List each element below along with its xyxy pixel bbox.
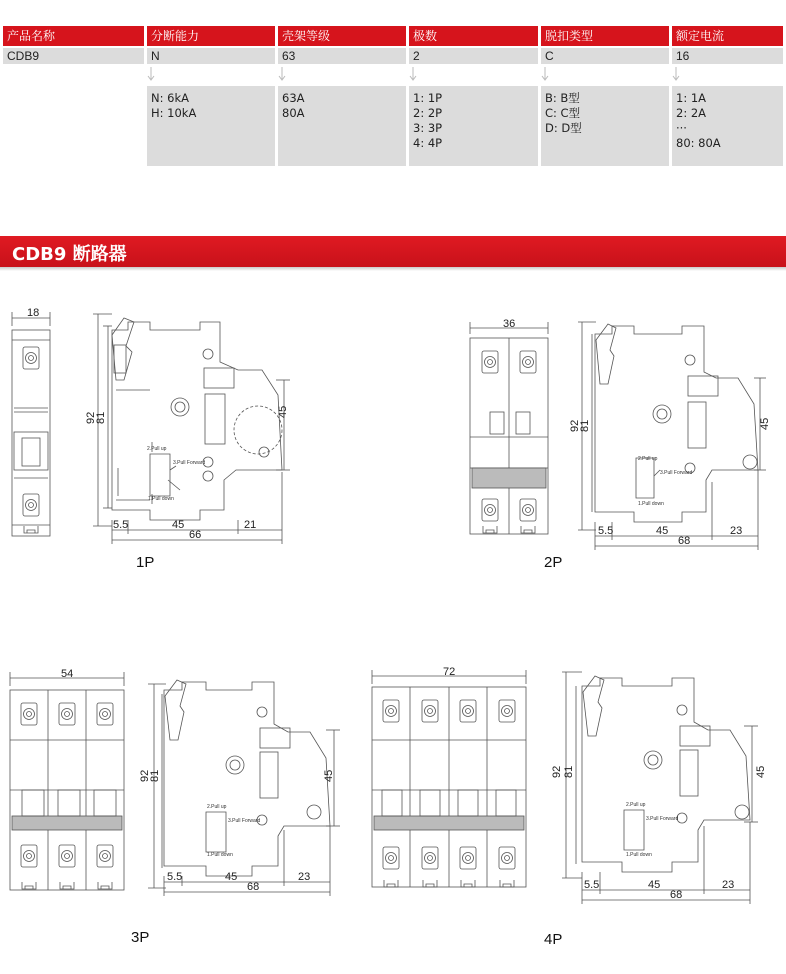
option-item: D: D型	[545, 121, 582, 135]
dim-mid-width-4p: 45	[648, 879, 661, 891]
dim-body-height-3p: 81	[149, 769, 161, 782]
dim-total-height-2p: 92	[569, 419, 581, 432]
terminal-screw-icon	[21, 703, 37, 725]
option-item: 3: 3P	[413, 121, 443, 135]
table-header-poles: 极数	[409, 26, 538, 46]
dim-total-height-4p: 92	[551, 765, 563, 778]
variant-label-1p: 1P	[136, 554, 155, 571]
table-value-frame-rating: 63	[278, 48, 406, 64]
option-item: C: C型	[545, 106, 581, 120]
table-value-rated-current: 16	[672, 48, 783, 64]
dim-face-height-2p: 45	[759, 417, 771, 430]
dim-rail-offset-1p: 5.5	[113, 519, 129, 531]
dim-front-depth-2p: 23	[730, 525, 743, 537]
terminal-screw-icon	[499, 847, 515, 869]
terminal-screw-icon	[21, 845, 37, 867]
option-item: 63A	[282, 91, 305, 105]
dim-body-height-1p: 81	[95, 411, 107, 424]
handle-label-pull-forward: 3.Pull Forward	[646, 816, 679, 822]
table-value-product-name: CDB9	[3, 48, 144, 64]
terminal-screw-icon	[422, 847, 438, 869]
dim-rail-offset-3p: 5.5	[167, 871, 183, 883]
variant-label-4p: 4P	[544, 931, 563, 948]
handle-label-pull-up: 2.Pull up	[147, 446, 167, 452]
table-value-trip-type: C	[541, 48, 669, 64]
variant-label-3p: 3P	[131, 929, 150, 946]
terminal-screw-icon	[482, 499, 498, 521]
terminal-screw-icon	[520, 499, 536, 521]
handle-label-pull-up: 2.Pull up	[638, 456, 658, 462]
dim-rail-offset-2p: 5.5	[598, 525, 614, 537]
table-header-product-name: 产品名称	[3, 26, 144, 46]
option-item: B: B型	[545, 91, 580, 105]
front-view-4p	[372, 670, 526, 887]
table-header-rated-current: 额定电流	[672, 26, 783, 46]
terminal-screw-icon	[23, 494, 39, 516]
dim-front-width-2p: 36	[503, 318, 516, 330]
terminal-screw-icon	[97, 845, 113, 867]
dim-front-width-1p: 18	[27, 307, 40, 319]
dim-face-height-4p: 45	[755, 765, 767, 778]
handle-label-pull-up: 2.Pull up	[626, 802, 646, 808]
dim-mid-width-3p: 45	[225, 871, 238, 883]
terminal-screw-icon	[422, 700, 438, 722]
front-view-2p	[470, 322, 548, 534]
option-item: 2: 2P	[413, 106, 443, 120]
dim-front-depth-3p: 23	[298, 871, 311, 883]
dim-mid-width-2p: 45	[656, 525, 669, 537]
variant-label-2p: 2P	[544, 554, 563, 571]
dim-front-depth-4p: 23	[722, 879, 735, 891]
option-item: 2: 2A	[676, 106, 707, 120]
terminal-screw-icon	[499, 700, 515, 722]
front-view-3p	[10, 672, 124, 890]
handle-label-pull-down: 1.Pull down	[638, 501, 664, 507]
dim-front-width-4p: 72	[443, 666, 456, 678]
table-header-trip-type: 脱扣类型	[541, 26, 669, 46]
dim-front-depth-1p: 21	[244, 519, 257, 531]
side-view-3p	[148, 680, 340, 896]
table-header-breaking-capacity: 分断能力	[147, 26, 275, 46]
dim-body-height-2p: 81	[579, 419, 591, 432]
dim-total-width-3p: 68	[247, 881, 260, 893]
option-item: 1: 1P	[413, 91, 443, 105]
option-item: 1: 1A	[676, 91, 707, 105]
terminal-screw-icon	[97, 703, 113, 725]
dim-total-height-3p: 92	[139, 769, 151, 782]
option-item: ···	[676, 121, 687, 135]
option-item: 4: 4P	[413, 136, 443, 150]
front-view-1p	[12, 312, 50, 536]
dim-total-width-4p: 68	[670, 889, 683, 901]
table-value-breaking-capacity: N	[147, 48, 275, 64]
section-title: CDB9 断路器	[12, 244, 127, 265]
side-view-2p	[578, 322, 766, 550]
terminal-screw-icon	[383, 700, 399, 722]
handle-label-pull-up: 2.Pull up	[207, 804, 227, 810]
handle-label-pull-down: 1.Pull down	[626, 852, 652, 858]
handle-label-pull-forward: 3.Pull Forward	[228, 818, 261, 824]
handle-label-pull-down: 1.Pull down	[148, 496, 174, 502]
handle-label-pull-forward: 3.Pull Forward	[173, 460, 206, 466]
dim-rail-offset-4p: 5.5	[584, 879, 600, 891]
table-header-frame-rating: 壳架等级	[278, 26, 406, 46]
dim-body-height-4p: 81	[563, 765, 575, 778]
option-item: 80A	[282, 106, 305, 120]
dim-total-width-1p: 66	[189, 529, 202, 541]
terminal-screw-icon	[23, 347, 39, 369]
dim-total-height-1p: 92	[85, 411, 97, 424]
option-item: H: 10kA	[151, 106, 197, 120]
side-view-4p	[562, 672, 758, 904]
handle-label-pull-down: 1.Pull down	[207, 852, 233, 858]
dim-total-width-2p: 68	[678, 535, 691, 547]
dim-face-height-3p: 45	[323, 769, 335, 782]
terminal-screw-icon	[460, 700, 476, 722]
terminal-screw-icon	[59, 845, 75, 867]
dim-face-height-1p: 45	[277, 405, 289, 418]
dim-front-width-3p: 54	[61, 668, 74, 680]
side-view-1p	[93, 314, 290, 544]
terminal-screw-icon	[482, 351, 498, 373]
terminal-screw-icon	[59, 703, 75, 725]
handle-label-pull-forward: 3.Pull Forward	[660, 470, 693, 476]
terminal-screw-icon	[383, 847, 399, 869]
table-value-poles: 2	[409, 48, 538, 64]
terminal-screw-icon	[460, 847, 476, 869]
dim-mid-width-1p: 45	[172, 519, 185, 531]
terminal-screw-icon	[520, 351, 536, 373]
option-item: 80: 80A	[676, 136, 721, 150]
option-item: N: 6kA	[151, 91, 189, 105]
